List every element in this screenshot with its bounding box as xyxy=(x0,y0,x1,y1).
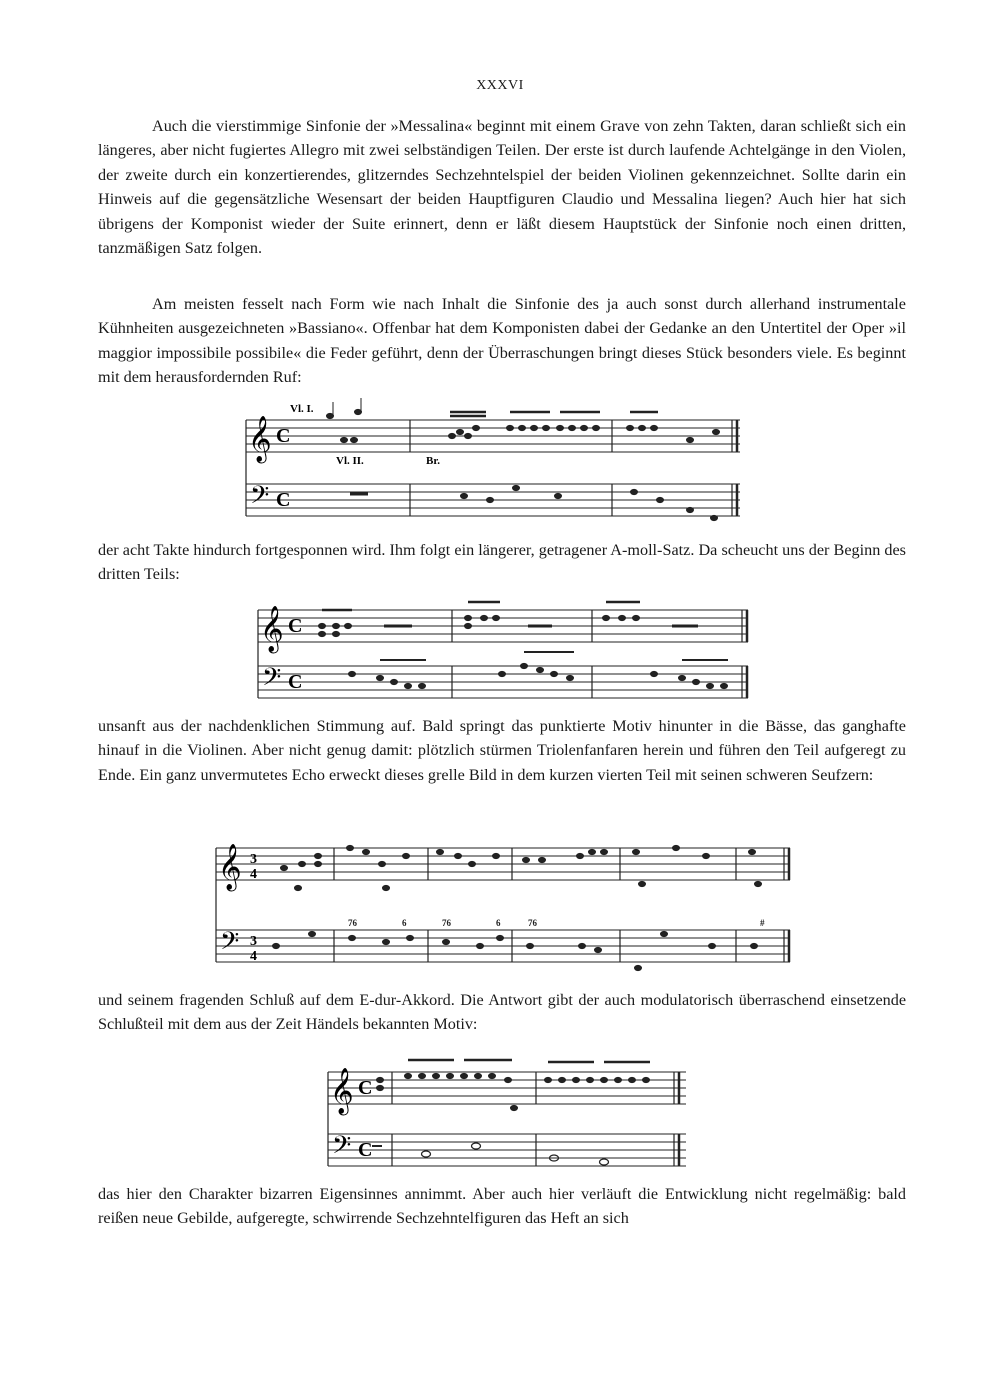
time-signature: C xyxy=(276,425,291,447)
bass-clef-icon: 𝄢 xyxy=(262,664,282,697)
treble-staff-lines xyxy=(246,420,740,452)
figure-1: 76 xyxy=(348,918,357,928)
bass-clef-icon: 𝄢 xyxy=(332,1132,352,1165)
notes-bass xyxy=(273,931,758,970)
music-example-4 xyxy=(322,1046,694,1178)
treble-clef-icon: 𝄞 xyxy=(218,844,242,889)
time-signature-bass: C xyxy=(288,671,303,693)
page-number: XXXVI xyxy=(476,78,524,93)
figure-5: 76 xyxy=(528,918,537,928)
bass-staff-lines xyxy=(216,930,790,962)
figure-6: # xyxy=(760,918,765,928)
notes-bass xyxy=(350,485,718,520)
treble-clef-icon: 𝄞 xyxy=(330,1068,354,1113)
paragraph-4: unsanft aus der nachdenklichen Stimmung auf. Bald springt das punktierte Motiv hinunter in die Bässe, das ganghafte hinauf in die Violinen. Aber nicht genug damit: plötzlich stürmen Triolenfanfaren herein und führen den Teil aufgeregt zu Ende. Ein ganz unvermutetes Echo erweckt dieses grelle Bild in dem kurzen vierten Teil mit seinen schweren Seufzern: xyxy=(98,717,906,784)
paragraph-1: Auch die vierstimmige Sinfonie der »Messalina« beginnt mit einem Grave von zehn Takten, daran schließt sich ein längeres, aber nicht fugiertes Allegro mit zwei selbständigen Teilen. Der erste ist durch laufende Achtelgänge in den Violen, der zweite durch ein konzertierendes, glitzerndes Sechzehntelspiel der beiden Violinen gekennzeichnet. Sollte darin ein Hinweis auf die gegensätzliche Wesensart der beiden Hauptfiguren Claudio und Messalina liegen? Auch hier hat sich übrigens der Komponist wieder der Suite erinnert, denn er läßt diesem Hauptstück der Sinfonie noch einen dritten, tanzmäßigen Satz folgen. xyxy=(98,117,906,258)
bass-clef-icon: 𝄢 xyxy=(250,482,270,515)
figured-bass xyxy=(348,918,765,928)
treble-clef-icon: 𝄞 xyxy=(248,416,272,461)
figure-2: 6 xyxy=(402,918,407,928)
paragraph-3: der acht Takte hindurch fortgesponnen wird. Ihm folgt ein längerer, getragener A-moll-Satz. Da scheucht uns der Beginn des dritten Teils: xyxy=(98,541,906,584)
paragraph-2: Am meisten fesselt nach Form wie nach Inhalt die Sinfonie des ja auch sonst durch allerhand instrumentale Kühnheiten ausgezeichneten »Bassiano«. Offenbar hat dem Komponisten dabei der Gedanke an den Untertitel der Oper »il maggior impossibile possibile« die Feder geführt, denn der Überraschungen bringt dieses Stück besonders viele. Es beginnt mit dem herausfordernden Ruf: xyxy=(98,295,906,387)
label-violin-1: Vl. I. xyxy=(290,403,314,415)
time-signature-top: 3 xyxy=(250,852,257,867)
bass-staff-lines xyxy=(328,1134,686,1166)
time-signature: C xyxy=(288,615,303,637)
time-signature-bass-top: 3 xyxy=(250,934,257,949)
time-signature-bass: C xyxy=(358,1139,373,1161)
paragraph-6: das hier den Charakter bizarren Eigensinnes annimmt. Aber auch hier verläuft die Entwicklung nicht regelmäßig: bald reißen neue Gebilde, aufgeregte, schwirrende Sechzehntelfiguren das Heft an sich xyxy=(98,1185,906,1228)
treble-clef-icon: 𝄞 xyxy=(260,606,284,651)
music-example-3 xyxy=(210,828,800,980)
notes-treble xyxy=(377,1060,651,1111)
time-signature-bass-bottom: 4 xyxy=(250,949,257,964)
notes-bass xyxy=(372,1143,609,1165)
time-signature-bass: C xyxy=(276,489,291,511)
bass-staff-lines xyxy=(258,666,748,698)
paragraph-5: und seinem fragenden Schluß auf dem E-dur-Akkord. Die Antwort gibt der auch modulatorisch überraschend einsetzende Schlußteil mit dem aus der Zeit Händels bekannten Motiv: xyxy=(98,991,906,1034)
label-viola: Br. xyxy=(426,455,440,467)
time-signature: C xyxy=(358,1077,373,1099)
figure-4: 6 xyxy=(496,918,501,928)
bass-clef-icon: 𝄢 xyxy=(220,928,240,961)
notes-treble xyxy=(281,845,762,890)
time-signature-bottom: 4 xyxy=(250,867,257,882)
notes-treble xyxy=(319,602,699,637)
music-example-2 xyxy=(252,590,762,708)
barlines xyxy=(258,610,747,698)
label-violin-2: Vl. II. xyxy=(336,455,364,467)
notes-bass xyxy=(349,652,729,689)
figure-3: 76 xyxy=(442,918,451,928)
music-example-1 xyxy=(240,392,760,534)
